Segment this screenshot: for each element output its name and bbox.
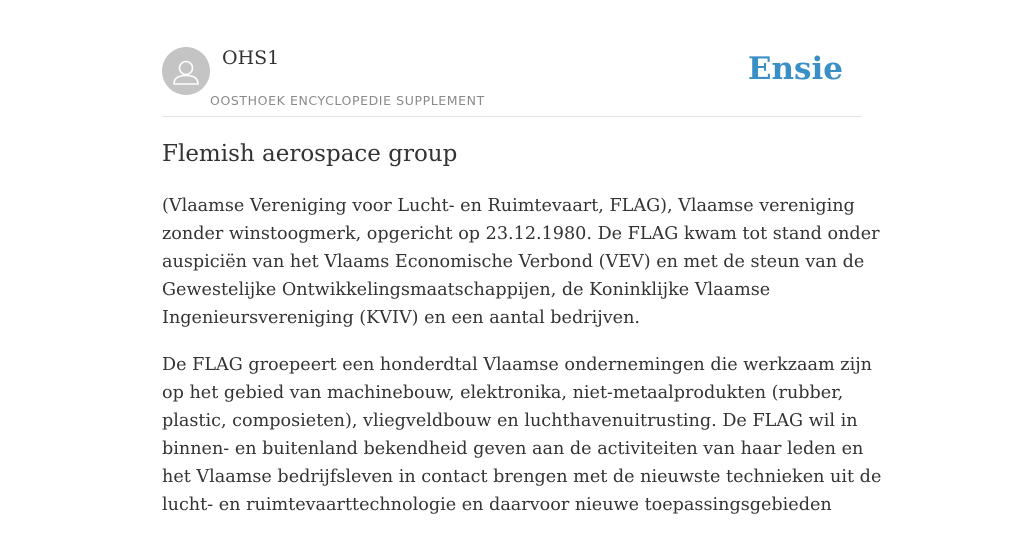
article-header xyxy=(162,0,862,117)
avatar[interactable] xyxy=(162,47,210,95)
author-name[interactable]: OHS1 xyxy=(222,47,280,69)
brand-logo[interactable]: Ensie xyxy=(747,51,843,87)
source-label[interactable]: OOSTHOEK ENCYCLOPEDIE SUPPLEMENT xyxy=(210,93,485,108)
text-line: lucht- en ruimtevaarttechnologie en daarvoor nieuwe toepassingsgebieden xyxy=(162,495,832,515)
text-line: binnen- en buitenland bekendheid geven aan de activiteiten van haar leden en xyxy=(162,439,864,459)
text-line: (Vlaamse Vereniging voor Lucht- en Ruimtevaart, FLAG), Vlaamse vereniging xyxy=(162,196,855,216)
text-line: zonder winstoogmerk, opgericht op 23.12.1980. De FLAG kwam tot stand onder xyxy=(162,224,880,244)
article-body xyxy=(162,192,882,538)
text-line: Gewestelijke Ontwikkelingsmaatschappijen, de Koninklijke Vlaamse xyxy=(162,280,771,300)
paragraph xyxy=(162,192,880,332)
paragraph xyxy=(162,351,882,519)
text-line: het Vlaamse bedrijfsleven in contact brengen met de nieuwste technieken uit de xyxy=(162,467,882,487)
text-line: auspiciën van het Vlaams Economische Verbond (VEV) en met de steun van de xyxy=(162,252,865,272)
text-line: plastic, composieten), vliegveldbouw en luchthavenuitrusting. De FLAG wil in xyxy=(162,411,858,431)
text-line: op het gebied van machinebouw, elektronika, niet-metaalprodukten (rubber, xyxy=(162,383,844,403)
text-line: Ingenieursvereniging (KVIV) en een aantal bedrijven. xyxy=(162,308,641,328)
text-line: De FLAG groepeert een honderdtal Vlaamse ondernemingen die werkzaam zijn xyxy=(162,355,872,375)
user-icon xyxy=(162,47,210,95)
article-page xyxy=(162,0,882,515)
page-title: Flemish aerospace group xyxy=(162,141,458,167)
